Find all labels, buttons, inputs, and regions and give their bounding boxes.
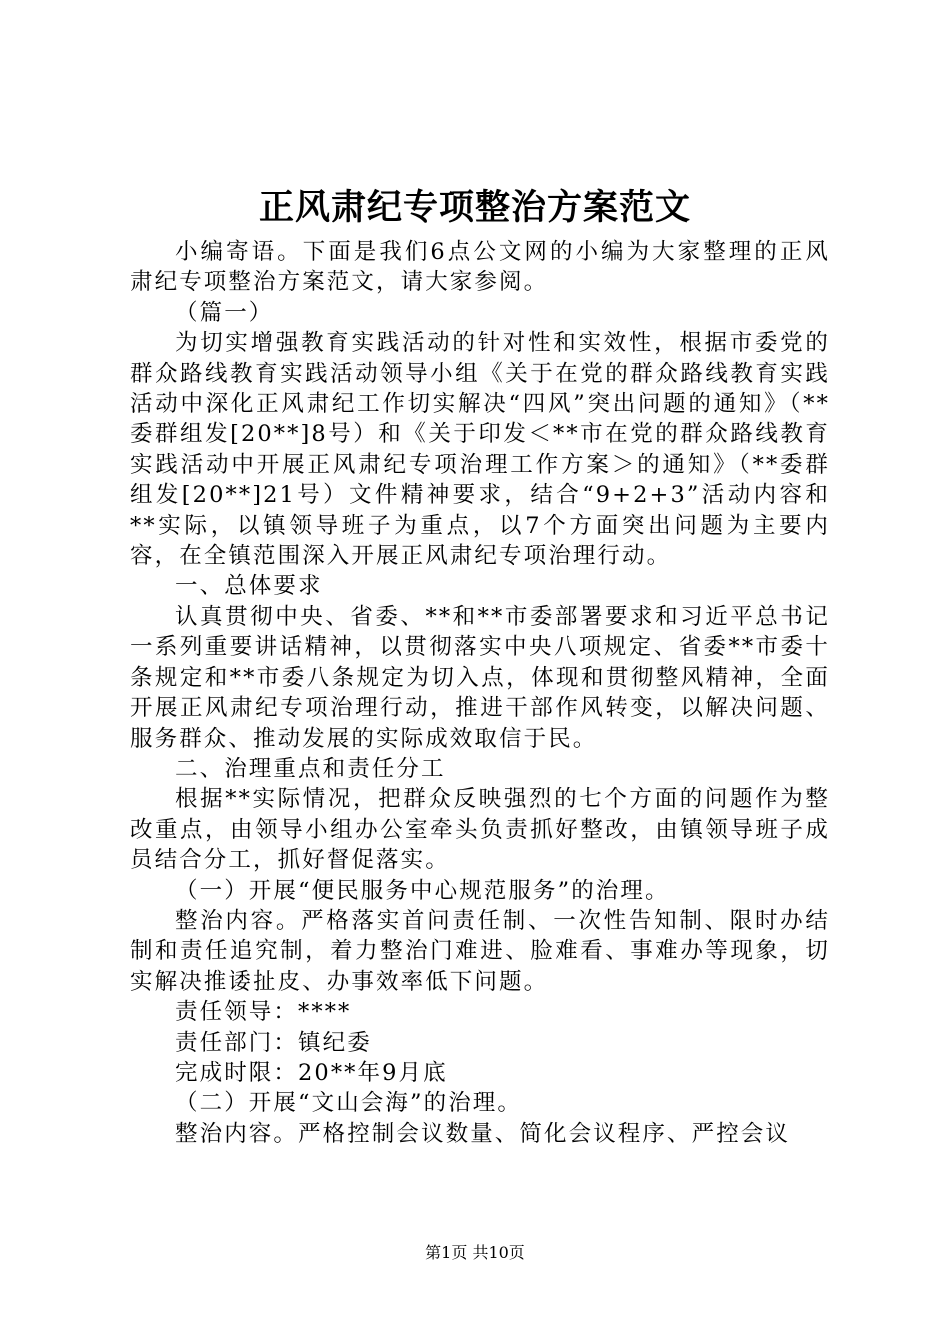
heading-general-requirements: 一、总体要求 [175, 573, 323, 600]
document-title: 正风肃纪专项整治方案范文 [258, 187, 691, 228]
paragraph-intro: 小编寄语。下面是我们6点公文网的小编为大家整理的正风肃纪专项整治方案范文，请大家参阅。 [130, 239, 830, 296]
paragraph-responsible-department: 责任部门：镇纪委 [175, 1029, 372, 1056]
paragraph-key-points: 根据**实际情况，把群众反映强烈的七个方面的问题作为整改重点，由领导小组办公室牵头负责抓好整改，由镇领导班子成员结合分工，抓好督促落实。 [130, 786, 830, 874]
subheading-item-2: （二）开展“文山会海”的治理。 [175, 1090, 523, 1117]
paragraph-responsible-leader: 责任领导：**** [175, 999, 352, 1026]
subheading-item-1: （一）开展“便民服务中心规范服务”的治理。 [175, 877, 670, 904]
paragraph-section-label: （篇一） [175, 299, 274, 326]
page-footer: 第1页 共10页 [425, 1243, 525, 1262]
document-body [130, 237, 830, 1149]
paragraph-general-requirements: 认真贯彻中央、省委、**和**市委部署要求和习近平总书记一系列重要讲话精神，以贯彻落实中央八项规定、省委**市委十条规定和**市委八条规定为切入点，体现和贯彻整风精神，全面开展正风肃纪专项治理行动，推进干部作风转变，以解决问题、服务群众、推动发展的实际成效取信于民。 [130, 603, 830, 752]
paragraph-purpose: 为切实增强教育实践活动的针对性和实效性，根据市委党的群众路线教育实践活动领导小组《关于在党的群众路线教育实践活动中深化正风肃纪工作切实解决“四风”突出问题的通知》（**委群组发[20**]8号）和《关于印发＜**市在党的群众路线教育实践活动中开展正风肃纪专项治理工作方案＞的通知》（**委群组发[20**]21号）文件精神要求，结合“9+2+3”活动内容和**实际，以镇领导班子为重点，以7个方面突出问题为主要内容，在全镇范围深入开展正风肃纪专项治理行动。 [130, 330, 830, 570]
paragraph-deadline: 完成时限：20**年9月底 [175, 1059, 448, 1086]
heading-key-points: 二、治理重点和责任分工 [175, 755, 446, 782]
paragraph-item-1-content: 整治内容。严格落实首问责任制、一次性告知制、限时办结制和责任追究制，着力整治门难进、脸难看、事难办等现象，切实解决推诿扯皮、办事效率低下问题。 [130, 907, 830, 995]
paragraph-item-2-content: 整治内容。严格控制会议数量、简化会议程序、严控会议 [175, 1120, 791, 1147]
